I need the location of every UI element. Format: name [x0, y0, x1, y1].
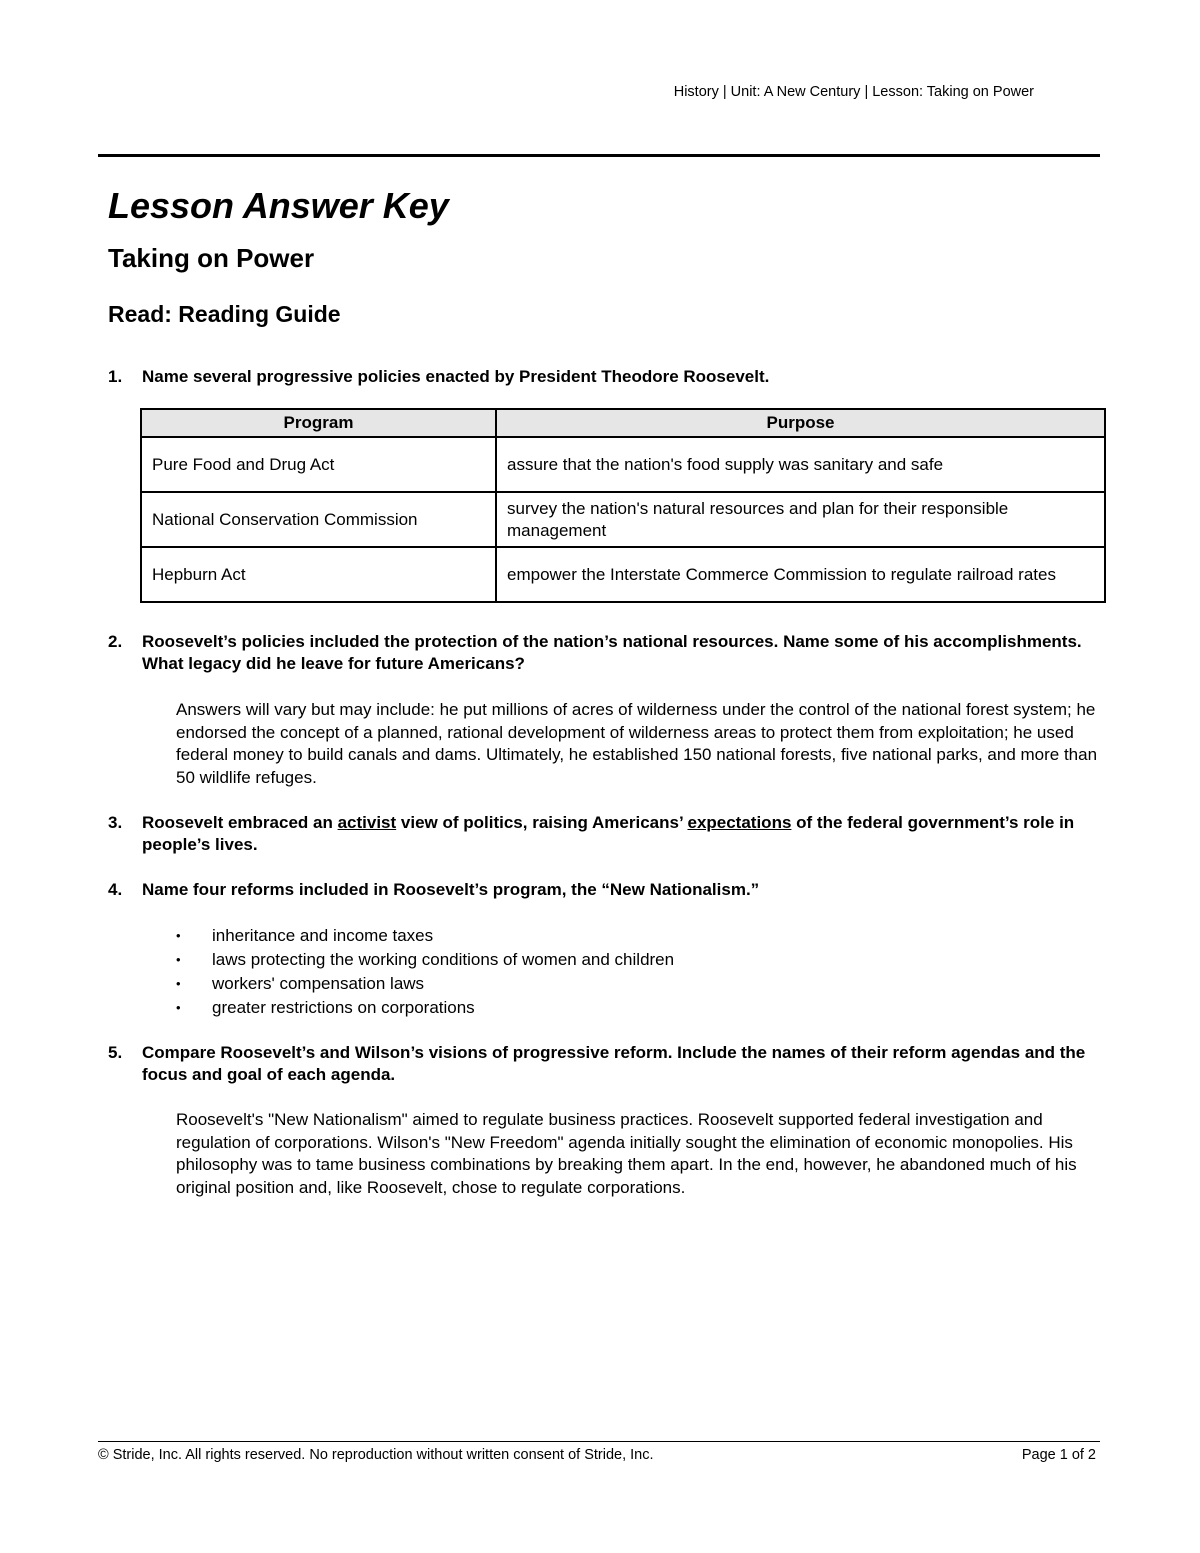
list-item-text: workers' compensation laws — [212, 974, 425, 993]
purpose-cell: empower the Interstate Commerce Commission to regulate railroad rates — [496, 547, 1105, 602]
list-item-text: inheritance and income taxes — [212, 926, 434, 945]
program-cell: Hepburn Act — [141, 547, 496, 602]
bullet-icon: • — [176, 952, 181, 967]
question-text: Compare Roosevelt’s and Wilson’s visions of progressive reform. Include the names of their reform agendas and the focus and goal of each agenda. — [142, 1043, 1086, 1084]
footer-divider — [98, 1441, 1100, 1442]
question-text-part: view of politics, raising Americans’ — [396, 813, 688, 832]
program-cell: National Conservation Commission — [141, 492, 496, 547]
question-number: 5. — [108, 1043, 123, 1062]
question-text-part: Roosevelt embraced an — [142, 813, 338, 832]
reforms-list — [170, 924, 674, 1020]
table-row — [141, 547, 1105, 602]
purpose-cell: survey the nation's natural resources and plan for their responsible management — [496, 492, 1105, 547]
list-item — [170, 924, 674, 948]
answer-2: Answers will vary but may include: he put millions of acres of wilderness under the control of the national forest system; he endorsed the concept of a planned, rational development of wilderness areas to protect them from exploitation; he used federal money to build canals and dams. Ultimately, he established 150 national forests, five national parks, and more than 50 wildlife refuges. — [176, 700, 1098, 787]
list-item-text: laws protecting the working conditions of women and children — [212, 950, 675, 969]
question-number: 2. — [108, 632, 123, 651]
header-breadcrumb: History | Unit: A New Century | Lesson: Taking on Power — [673, 84, 1034, 100]
question-5 — [108, 1042, 1098, 1086]
question-number: 4. — [108, 880, 123, 899]
column-header-purpose: Purpose — [496, 409, 1105, 437]
list-item — [170, 972, 674, 996]
bullet-icon: • — [176, 1000, 181, 1015]
table-row — [141, 437, 1105, 492]
question-3 — [108, 812, 1098, 856]
question-number: 3. — [108, 813, 123, 832]
section-title: Read: Reading Guide — [108, 301, 341, 327]
question-2 — [108, 631, 1098, 675]
list-item-text: greater restrictions on corporations — [212, 998, 475, 1017]
lesson-title: Taking on Power — [108, 243, 315, 273]
purpose-cell: assure that the nation's food supply was sanitary and safe — [496, 437, 1105, 492]
question-4 — [108, 879, 1098, 901]
footer-copyright: © Stride, Inc. All rights reserved. No reproduction without written consent of Stride, Inc. — [98, 1447, 654, 1463]
list-item — [170, 996, 674, 1020]
program-table — [140, 408, 1106, 603]
question-text-part: of the federal government’s role in people’s lives. — [142, 813, 1075, 854]
question-text — [142, 812, 1098, 856]
question-number: 1. — [108, 367, 123, 386]
list-item — [170, 948, 674, 972]
header-divider — [98, 154, 1100, 157]
question-1 — [108, 366, 1098, 388]
underlined-term-activist: activist — [337, 813, 397, 832]
document-title: Lesson Answer Key — [108, 185, 449, 226]
bullet-icon: • — [176, 928, 181, 943]
bullet-icon: • — [176, 976, 181, 991]
question-text: Name four reforms included in Roosevelt’s program, the “New Nationalism.” — [142, 880, 760, 899]
program-cell: Pure Food and Drug Act — [141, 437, 496, 492]
table-header-row — [141, 409, 1105, 437]
answer-5: Roosevelt's "New Nationalism" aimed to regulate business practices. Roosevelt supported federal investigation and regulation of corporations. Wilson's "New Freedom" agenda initially sought the elimination of economic monopolies. His philosophy was to tame business combinations by breaking them apart. In the end, however, he abandoned much of his original position and, like Roosevelt, chose to regulate corporations. — [176, 1110, 1077, 1197]
table-row — [141, 492, 1105, 547]
question-text: Name several progressive policies enacted by President Theodore Roosevelt. — [142, 367, 770, 386]
column-header-program: Program — [141, 409, 496, 437]
underlined-term-expectations: expectations — [687, 813, 792, 832]
question-text: Roosevelt’s policies included the protection of the nation’s national resources. Name some of his accomplishments. What legacy did he leave for future Americans? — [142, 632, 1082, 673]
page-number: Page 1 of 2 — [1021, 1447, 1096, 1463]
